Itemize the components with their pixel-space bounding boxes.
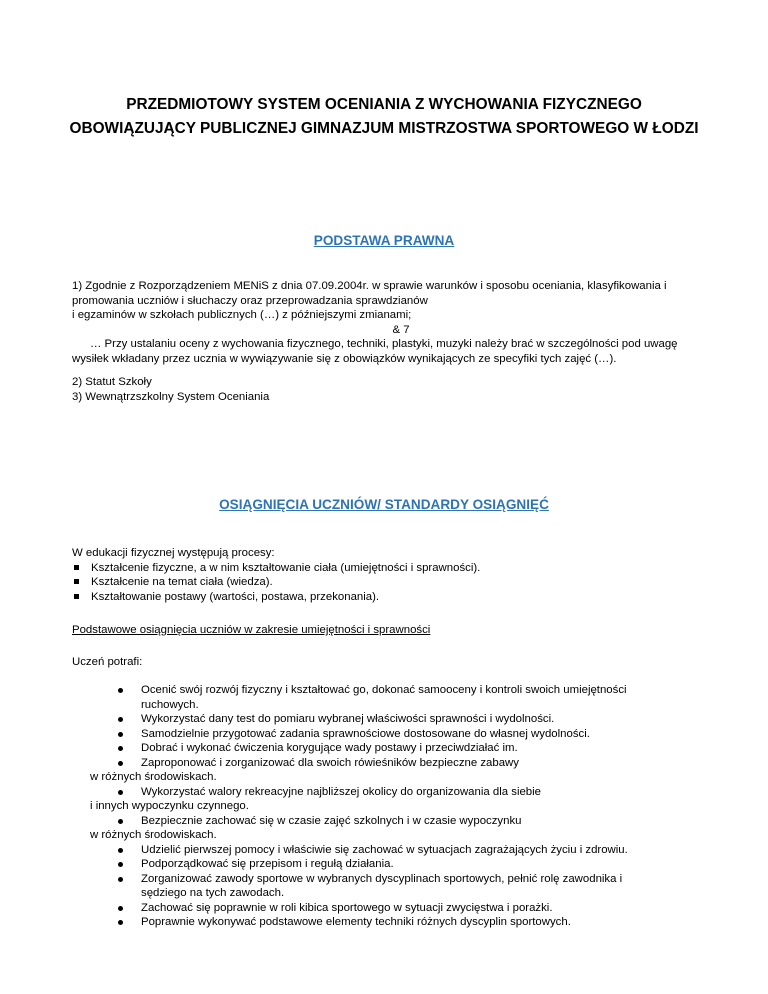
bullet-icon [118,819,123,824]
list-item: Dobrać i wykonać ćwiczenia korygujące wady postawy i przeciwdziałać im. [72,741,732,756]
list-item: Zaproponować i zorganizować dla swoich rówieśników bezpieczne zabawy [72,756,732,771]
list-item: Wykorzystać walory rekreacyjne najbliższej okolicy do organizowania dla siebie [72,785,732,800]
paragraph-line: 1) Zgodnie z Rozporządzeniem MENiS z dnia 07.09.2004r. w sprawie warunków i sposobu oceniania, klasyfikowania i [72,280,667,292]
bullet-icon [118,906,123,911]
list-item-continuation: sędziego na tych zawodach. [141,887,285,899]
skills-list [72,683,732,930]
square-bullet-icon [74,579,79,584]
legal-basis-paragraph [72,279,702,366]
title-line-2: OBOWIĄZUJĄCY PUBLICZNEJ GIMNAZJUM MISTRZOSTWA SPORTOWEGO W ŁODZI [69,120,699,137]
list-item-continuation: w różnych środowiskach. [90,829,217,841]
list-item: Wykorzystać dany test do pomiaru wybranej właściwości sprawności i wydolności. [72,712,732,727]
list-item: Poprawnie wykonywać podstawowe elementy techniki różnych dyscyplin sportowych. [72,915,732,930]
square-bullet-icon [74,594,79,599]
list-item-continuation: i innych wypoczynku czynnego. [90,800,249,812]
quote-line: wysiłek wkładany przez ucznia w wywiązywanie się z obowiązków wynikających ze specyfiki tych zajęć (…). [72,352,617,365]
paragraph-line: i egzaminów w szkołach publicznych (…) z późniejszymi zmianami; [72,309,412,321]
bullet-icon [118,862,123,867]
list-item: Podporządkować się przepisom i regułą działania. [72,857,732,872]
list-item: Kształcenie na temat ciała (wiedza). [72,575,702,590]
bullet-icon [118,688,123,693]
list-item: Bezpiecznie zachować się w czasie zajęć szkolnych i w czasie wypoczynku [72,814,732,829]
quote-line: … Przy ustalaniu oceny z wychowania fizycznego, techniki, plastyki, muzyki należy brać w szczególności pod uwagę [90,338,678,350]
title-line-1: PRZEDMIOTOWY SYSTEM OCENIANIA Z WYCHOWANIA FIZYCZNEGO [126,96,642,113]
list-item: Udzielić pierwszej pomocy i właściwie się zachować w sytuacjach zagrażających życiu i zdrowiu. [72,843,732,858]
bullet-icon [118,920,123,925]
processes-block [72,546,702,604]
list-item-continuation: ruchowych. [141,698,199,711]
bullet-icon [118,877,123,882]
list-item: Kształtowanie postawy (wartości, postawa, przekonania). [72,590,702,605]
list-item: Kształcenie fizyczne, a w nim kształtowanie ciała (umiejętności i sprawności). [72,561,702,576]
list-item: Samodzielnie przygotować zadania sprawnościowe dostosowane do własnej wydolności. [72,727,732,742]
bullet-icon [118,790,123,795]
list-item: Ocenić swój rozwój fizyczny i kształtować go, dokonać samooceny i kontroli swoich umiejętności [72,683,732,698]
square-bullet-icon [74,565,79,570]
list-item: Zorganizować zawody sportowe w wybranych dyscyplinach sportowych, pełnić rolę zawodnika i [72,872,732,887]
section-heading-legal-basis: PODSTAWA PRAWNA [313,233,455,248]
bullet-icon [118,848,123,853]
list-item-continuation: w różnych środowiskach. [90,771,217,783]
legal-item: 2) Statut Szkoły [72,376,152,388]
student-can-label: Uczeń potrafi: [72,656,143,668]
paragraph-line: promowania uczniów i słuchaczy oraz przeprowadzania sprawdzianów [72,294,428,307]
processes-intro: W edukacji fizycznej występują procesy: [72,547,275,559]
bullet-icon [118,761,123,766]
processes-list [72,561,702,605]
section-heading-achievements: OSIĄGNIĘCIA UCZNIÓW/ STANDARDY OSIĄGNIĘĆ [219,497,549,512]
subheading-skills: Podstawowe osiągnięcia uczniów w zakresie umiejętności i sprawności [72,624,431,636]
legal-basis-list [72,375,702,404]
bullet-icon [118,717,123,722]
document-title [0,93,768,141]
legal-item: 3) Wewnątrzszkolny System Oceniania [72,390,270,403]
paragraph-mark: & 7 [392,323,410,336]
bullet-icon [118,746,123,751]
list-item: Zachować się poprawnie w roli kibica sportowego w sytuacji zwycięstwa i porażki. [72,901,732,916]
bullet-icon [118,732,123,737]
